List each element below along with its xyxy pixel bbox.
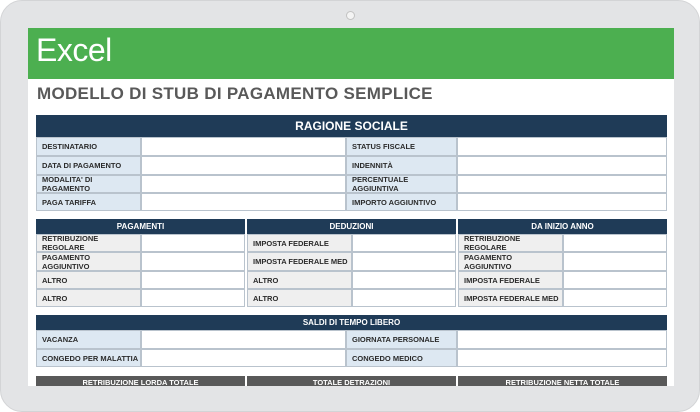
- company-label-extra-percent: PERCENTUALE AGGIUNTIVA: [346, 175, 457, 193]
- deductions-header: DEDUZIONI: [247, 219, 456, 234]
- ytd-label-regular: RETRIBUZIONE REGOLARE: [458, 234, 563, 252]
- deductions-label-other-2: ALTRO: [247, 289, 352, 307]
- company-value-pay-method[interactable]: [141, 175, 346, 193]
- leave-label-personal-day: GIORNATA PERSONALE: [346, 330, 457, 349]
- deductions-value-federal[interactable]: [352, 234, 456, 252]
- deductions-label-federal-med: IMPOSTA FEDERALE MED: [247, 252, 352, 271]
- payments-value-regular[interactable]: [141, 234, 245, 252]
- company-label-pay-method: MODALITA' DI PAGAMENTO: [36, 175, 126, 193]
- payments-label-additional: PAGAMENTO AGGIUNTIVO: [36, 252, 141, 271]
- payments-label-other-2: ALTRO: [36, 289, 141, 307]
- payments-label-other-1: ALTRO: [36, 271, 141, 289]
- ytd-value-additional[interactable]: [563, 252, 667, 271]
- ytd-value-regular[interactable]: [563, 234, 667, 252]
- ytd-label-federal: IMPOSTA FEDERALE: [458, 271, 563, 289]
- payments-label-regular: RETRIBUZIONE REGOLARE: [36, 234, 141, 252]
- ytd-value-federal[interactable]: [563, 271, 667, 289]
- app-brand: Excel: [36, 32, 112, 68]
- company-label-recipient: DESTINATARIO: [36, 137, 141, 156]
- page-title: MODELLO DI STUB DI PAGAMENTO SEMPLICE: [37, 84, 433, 103]
- payments-header: PAGAMENTI: [36, 219, 245, 234]
- app-banner: [28, 28, 674, 79]
- company-value-extra-percent[interactable]: [457, 175, 667, 193]
- company-label-pay-rate: PAGA TARIFFA: [36, 193, 141, 211]
- payments-value-other-1[interactable]: [141, 271, 245, 289]
- leave-value-personal-day[interactable]: [457, 330, 667, 349]
- company-value-tax-status[interactable]: [457, 137, 667, 156]
- ytd-header: DA INIZIO ANNO: [458, 219, 667, 234]
- ytd-value-federal-med[interactable]: [563, 289, 667, 307]
- deductions-value-other-1[interactable]: [352, 271, 456, 289]
- company-header: RAGIONE SOCIALE: [36, 115, 667, 137]
- deductions-value-other-2[interactable]: [352, 289, 456, 307]
- leave-value-sick[interactable]: [141, 349, 346, 367]
- payments-value-additional[interactable]: [141, 252, 245, 271]
- leave-label-medical: CONGEDO MEDICO: [346, 349, 457, 367]
- company-label-tax-status: STATUS FISCALE: [346, 137, 457, 156]
- leave-value-vacation[interactable]: [141, 330, 346, 349]
- total-gross-header: RETRIBUZIONE LORDA TOTALE: [36, 376, 245, 386]
- ytd-label-federal-med: IMPOSTA FEDERALE MED: [458, 289, 563, 307]
- company-value-allowance[interactable]: [457, 156, 667, 175]
- leave-value-medical[interactable]: [457, 349, 667, 367]
- deductions-value-federal-med[interactable]: [352, 252, 456, 271]
- company-label-pay-date: DATA DI PAGAMENTO: [36, 156, 141, 175]
- camera-icon: [346, 11, 355, 20]
- leave-label-vacation: VACANZA: [36, 330, 141, 349]
- deductions-label-other-1: ALTRO: [247, 271, 352, 289]
- company-value-pay-rate[interactable]: [141, 193, 346, 211]
- payments-value-other-2[interactable]: [141, 289, 245, 307]
- leave-label-sick: CONGEDO PER MALATTIA: [36, 349, 141, 367]
- company-label-allowance: INDENNITÀ: [346, 156, 457, 175]
- leave-header: SALDI DI TEMPO LIBERO: [36, 315, 667, 330]
- company-label-pay-method-ext: [125, 175, 141, 193]
- company-value-pay-date[interactable]: [141, 156, 346, 175]
- deductions-label-federal: IMPOSTA FEDERALE: [247, 234, 352, 252]
- total-net-header: RETRIBUZIONE NETTA TOTALE: [458, 376, 667, 386]
- company-value-recipient[interactable]: [141, 137, 346, 156]
- company-value-extra-amount[interactable]: [457, 193, 667, 211]
- company-label-extra-amount: IMPORTO AGGIUNTIVO: [346, 193, 457, 211]
- ytd-label-additional: PAGAMENTO AGGIUNTIVO: [458, 252, 563, 271]
- screen: [28, 28, 674, 386]
- total-deductions-header: TOTALE DETRAZIONI: [247, 376, 456, 386]
